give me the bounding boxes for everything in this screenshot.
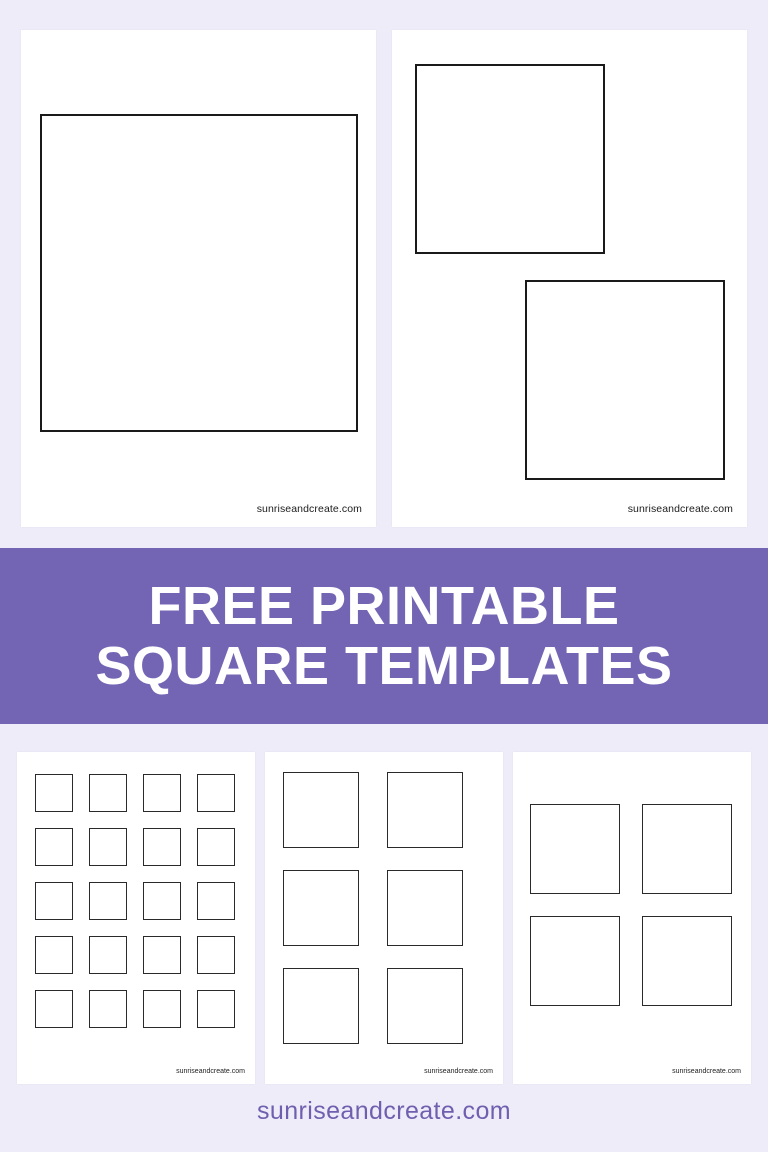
template-sheet-twenty-small-squares[interactable]	[17, 752, 255, 1084]
square-outline	[387, 968, 463, 1044]
square-outline	[35, 936, 73, 974]
sheet-watermark: sunriseandcreate.com	[672, 1068, 741, 1075]
top-template-row	[0, 30, 768, 530]
template-sheet-six-medium-squares[interactable]	[265, 752, 503, 1084]
square-outline	[530, 804, 620, 894]
square-outline	[197, 990, 235, 1028]
square-outline	[35, 882, 73, 920]
square-grid	[35, 774, 237, 1028]
square-outline	[197, 774, 235, 812]
square-outline	[40, 114, 358, 432]
footer-website-url[interactable]: sunriseandcreate.com	[257, 1097, 511, 1125]
sheet-watermark: sunriseandcreate.com	[627, 503, 733, 515]
square-outline	[387, 870, 463, 946]
square-outline	[642, 916, 732, 1006]
square-outline	[197, 828, 235, 866]
square-outline	[197, 936, 235, 974]
square-outline	[89, 828, 127, 866]
square-outline	[35, 828, 73, 866]
banner-title-line-1: FREE PRINTABLE	[148, 575, 620, 636]
square-outline	[35, 774, 73, 812]
square-outline	[283, 772, 359, 848]
square-outline	[387, 772, 463, 848]
square-outline	[197, 882, 235, 920]
square-grid	[283, 772, 485, 1044]
template-sheet-two-medium-squares[interactable]	[392, 30, 747, 527]
square-outline	[283, 870, 359, 946]
square-outline	[35, 990, 73, 1028]
square-outline	[89, 936, 127, 974]
title-banner	[0, 548, 768, 724]
bottom-template-row	[0, 752, 768, 1088]
sheet-watermark: sunriseandcreate.com	[176, 1068, 245, 1075]
template-sheet-one-large-square[interactable]	[21, 30, 376, 527]
square-outline	[642, 804, 732, 894]
template-sheet-four-large-squares[interactable]	[513, 752, 751, 1084]
square-outline	[530, 916, 620, 1006]
square-outline	[415, 64, 605, 254]
square-outline	[143, 882, 181, 920]
banner-title-line-2: SQUARE TEMPLATES	[95, 636, 673, 696]
square-outline	[283, 968, 359, 1044]
square-outline	[143, 774, 181, 812]
square-outline	[143, 990, 181, 1028]
square-outline	[525, 280, 725, 480]
square-outline	[143, 828, 181, 866]
square-grid	[530, 804, 734, 1006]
sheet-watermark: sunriseandcreate.com	[256, 503, 362, 515]
sheet-watermark: sunriseandcreate.com	[424, 1068, 493, 1075]
square-outline	[89, 882, 127, 920]
square-outline	[89, 990, 127, 1028]
square-outline	[143, 936, 181, 974]
square-outline	[89, 774, 127, 812]
